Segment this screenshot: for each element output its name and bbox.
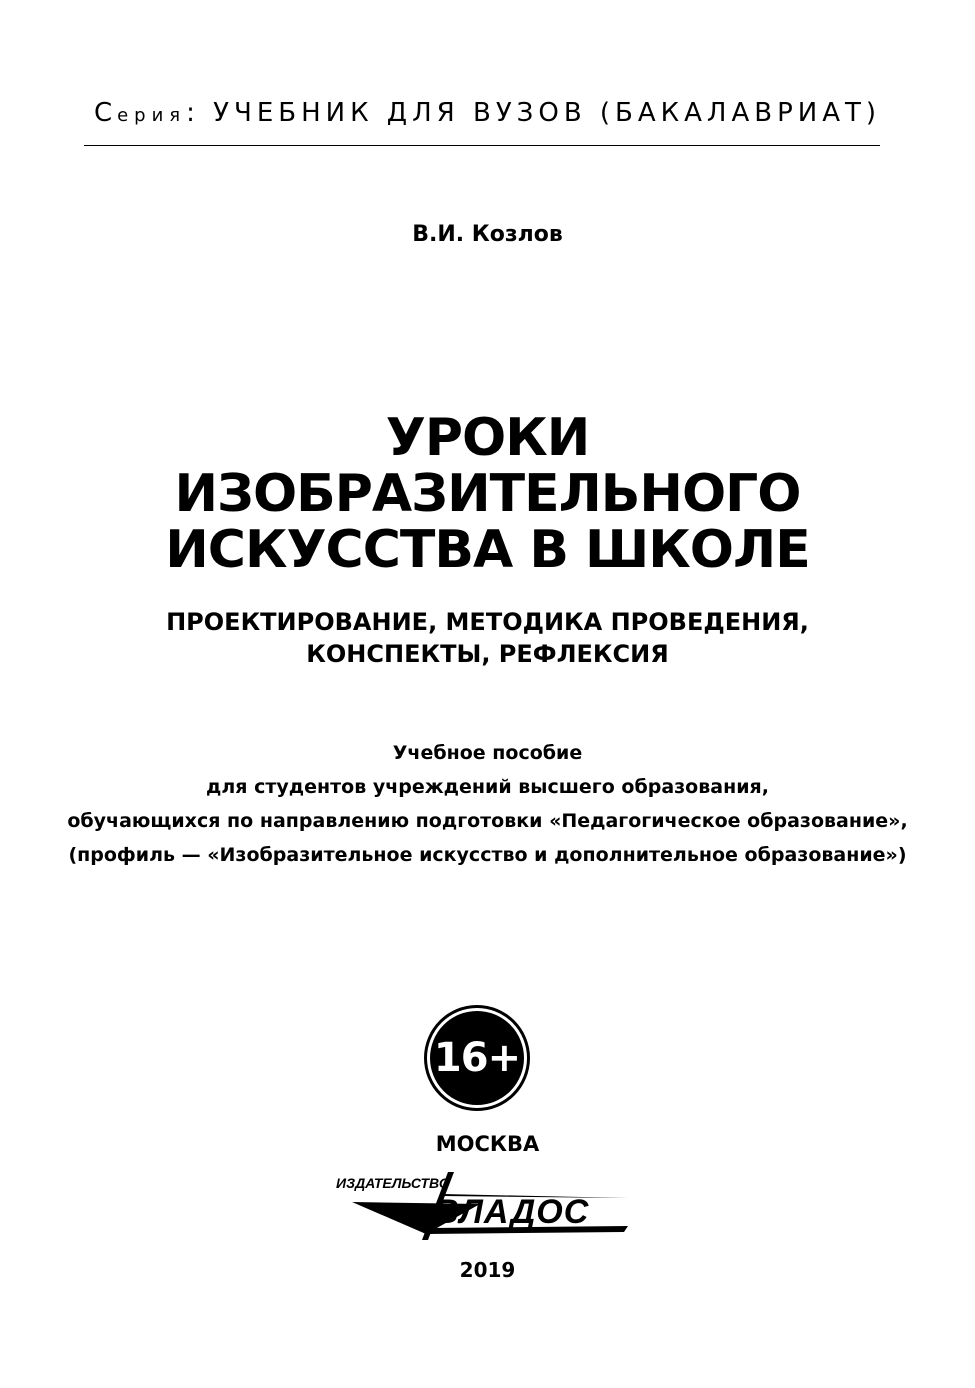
book-title-line: ИЗОБРАЗИТЕЛЬНОГО — [174, 464, 801, 524]
description-line: Учебное пособие — [392, 742, 583, 764]
description-line: (профиль — «Изобразительное искусство и дополнительное образование») — [68, 844, 907, 866]
book-title-line: ИСКУССТВА В ШКОЛЕ — [165, 520, 810, 580]
publication-city: МОСКВА — [435, 1132, 540, 1156]
publisher-name: ВЛАДОС — [434, 1193, 590, 1231]
series-text: : УЧЕБНИК ДЛЯ ВУЗОВ (БАКАЛАВРИАТ) — [186, 98, 882, 128]
age-rating-badge — [427, 1008, 527, 1108]
book-subtitle-line: ПРОЕКТИРОВАНИЕ, МЕТОДИКА ПРОВЕДЕНИЯ, — [166, 608, 809, 636]
book-subtitle-line: КОНСПЕКТЫ, РЕФЛЕКСИЯ — [306, 640, 669, 668]
description-line: обучающихся по направлению подготовки «Педагогическое образование», — [67, 810, 908, 832]
book-title — [0, 410, 975, 578]
book-description — [0, 736, 975, 872]
age-rating-text: 16+ — [433, 1035, 521, 1081]
book-title-line: УРОКИ — [385, 408, 590, 468]
publication-year: 2019 — [459, 1258, 516, 1282]
header-divider — [84, 145, 880, 146]
series-prefix-first-letter: С — [93, 98, 118, 128]
author-name: В.И. Козлов — [412, 222, 563, 247]
book-subtitle — [0, 606, 975, 670]
publisher-label: ИЗДАТЕЛЬСТВО — [336, 1175, 450, 1191]
series-line — [0, 98, 975, 128]
series-prefix-rest: ерия — [117, 105, 187, 126]
publisher-logo — [330, 1168, 640, 1250]
description-line: для студентов учреждений высшего образования, — [206, 776, 769, 798]
